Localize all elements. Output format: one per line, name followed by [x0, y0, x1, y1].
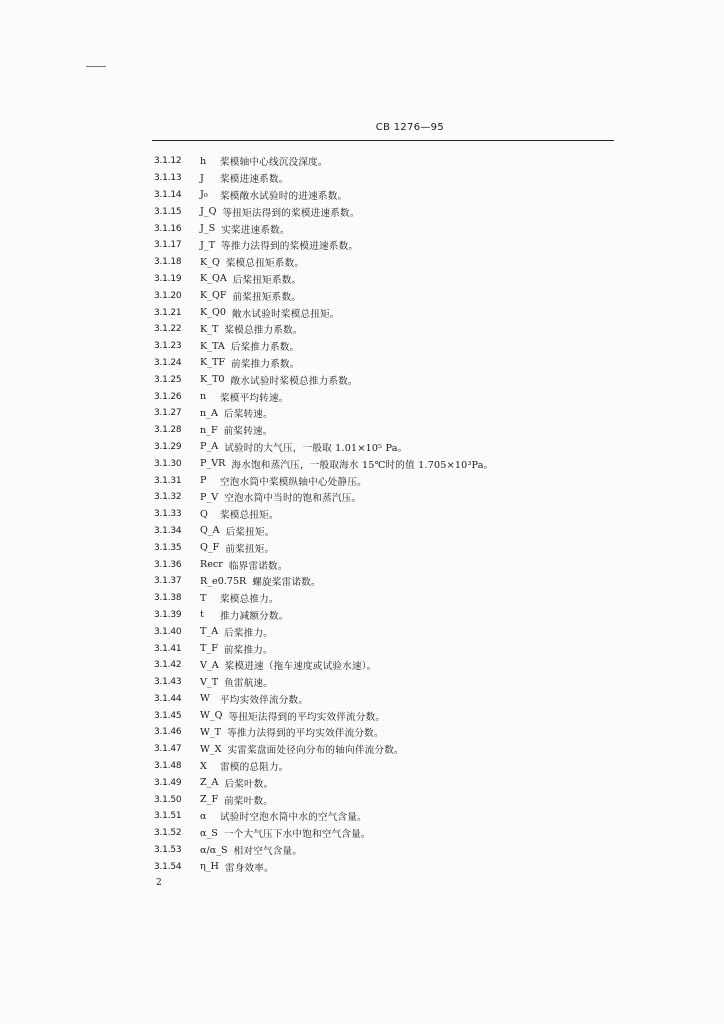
symbol-definition: 桨模总推力系数。: [224, 325, 303, 337]
symbol: X: [200, 760, 207, 772]
symbol-definition: 桨模平均转速。: [220, 392, 289, 404]
list-item: [154, 472, 594, 489]
clause-number: 3.1.12: [154, 156, 182, 167]
clause-number: 3.1.26: [154, 391, 182, 402]
list-item: [154, 657, 594, 674]
clause-number: 3.1.54: [154, 861, 182, 872]
list-item: [154, 237, 594, 254]
list-item: [154, 808, 594, 825]
list-item: [154, 405, 594, 422]
clause-number: 3.1.13: [154, 173, 182, 184]
symbol-definition: 雷模的总阻力。: [220, 762, 289, 774]
clause-number: 3.1.36: [154, 559, 182, 570]
list-item: [154, 523, 594, 540]
list-item: [154, 371, 594, 388]
symbol-definition: 桨模总扭矩。: [220, 510, 279, 522]
clause-number: 3.1.28: [154, 425, 182, 436]
symbol-definition: 前桨扭矩。: [225, 543, 275, 555]
symbol: K_TF: [200, 357, 226, 369]
symbol: W_T: [200, 726, 222, 738]
list-item: [154, 590, 594, 607]
symbol: Z_A: [200, 777, 219, 789]
symbol: Q_F: [200, 542, 220, 554]
clause-number: 3.1.17: [154, 240, 182, 251]
list-item: [154, 842, 594, 859]
symbol-definition: 空泡水筒中当时的饱和蒸汽压。: [224, 493, 362, 505]
symbol: α_S: [200, 827, 218, 839]
list-item: [154, 758, 594, 775]
clause-number: 3.1.47: [154, 744, 182, 755]
list-item: [154, 623, 594, 640]
symbol-definition: 后桨推力系数。: [230, 342, 300, 354]
symbol: Recr: [200, 559, 223, 571]
clause-number: 3.1.40: [154, 626, 182, 637]
clause-number: 3.1.42: [154, 660, 182, 671]
clause-number: 3.1.53: [154, 845, 182, 856]
symbol-definition: 敞水试验时桨模总推力系数。: [230, 375, 358, 387]
symbol: K_Q: [200, 256, 220, 268]
list-item: [154, 455, 594, 472]
list-item: [154, 271, 594, 288]
symbol-definition: 桨模敞水试验时的进速系数。: [220, 190, 348, 202]
symbol: J_S: [200, 223, 216, 235]
symbol-definition: 一个大气压下水中饱和空气含量。: [223, 829, 371, 841]
clause-number: 3.1.15: [154, 206, 182, 217]
symbol-definition: 前桨扭矩系数。: [232, 291, 302, 303]
symbol: T_F: [200, 643, 218, 654]
clause-number: 3.1.41: [154, 643, 182, 654]
symbol: K_QA: [200, 273, 227, 285]
list-item: [154, 203, 594, 220]
clause-number: 3.1.18: [154, 257, 182, 268]
list-item: [154, 439, 594, 456]
symbol-definition: 桨模进速（拖车速度或试验水速）。: [224, 661, 377, 673]
list-item: [154, 674, 594, 691]
symbol-definition: 空泡水筒中桨模纵轴中心处静压。: [220, 476, 367, 488]
list-item: [154, 539, 594, 556]
symbol: P_A: [200, 441, 219, 453]
symbol-definition: 后桨扭矩。: [225, 526, 275, 538]
clause-number: 3.1.33: [154, 509, 182, 520]
symbol-definition: 实雷桨盘面处径向分布的轴向伴流分数。: [227, 745, 404, 757]
symbol: P: [200, 475, 207, 487]
clause-number: 3.1.20: [154, 290, 182, 301]
symbol: η_H: [200, 861, 219, 873]
symbol: K_Q0: [200, 307, 226, 319]
symbol-definition: 试验时的大气压，一般取 1.01×10⁵ Pa。: [224, 442, 408, 454]
symbol: Z_F: [200, 794, 219, 806]
clause-number: 3.1.30: [154, 458, 182, 469]
symbol: V_A: [200, 659, 219, 671]
header-rule: [152, 140, 614, 141]
symbol-definition: 等扭矩法得到的平均实效伴流分数。: [228, 711, 386, 723]
symbol: T: [200, 592, 207, 604]
symbol: α/α_S: [200, 844, 228, 856]
list-item: [154, 338, 594, 355]
clause-number: 3.1.16: [154, 223, 182, 234]
symbol: K_TA: [200, 340, 225, 352]
symbol-definition: 前桨转速。: [223, 426, 273, 438]
clause-number: 3.1.24: [154, 357, 182, 368]
list-item: [154, 220, 594, 237]
symbol: W_Q: [200, 710, 223, 722]
clause-number: 3.1.50: [154, 794, 182, 805]
symbol-definition: 相对空气含量。: [233, 846, 303, 858]
list-item: [154, 774, 594, 791]
symbol-definition: 桨模进速系数。: [220, 174, 289, 186]
clause-number: 3.1.43: [154, 677, 182, 688]
clause-number: 3.1.44: [154, 693, 182, 704]
symbol: h: [200, 155, 207, 167]
symbol: K_T: [200, 323, 219, 335]
list-item: [154, 506, 594, 523]
symbol-definition: 后桨叶数。: [224, 778, 274, 790]
list-item: [154, 691, 594, 708]
symbol-definition: 后桨扭矩系数。: [232, 274, 302, 286]
clause-number: 3.1.46: [154, 727, 182, 738]
list-item: [154, 355, 594, 372]
symbol-definition: 等推力法得到的桨模进速系数。: [221, 241, 359, 253]
list-item: [154, 556, 594, 573]
list-item: [154, 388, 594, 405]
symbol-definition: 前桨推力系数。: [231, 358, 300, 370]
clause-number: 3.1.52: [154, 828, 182, 839]
list-item: [154, 254, 594, 271]
symbol: Q_A: [200, 525, 220, 537]
symbol-definition: 等扭矩法得到的桨模进速系数。: [222, 207, 360, 219]
clause-number: 3.1.31: [154, 475, 182, 486]
list-item: [154, 187, 594, 204]
list-item: [154, 287, 594, 304]
list-item: [154, 858, 594, 875]
list-item: [154, 707, 594, 724]
symbol: t: [200, 609, 204, 621]
clause-number: 3.1.37: [154, 576, 182, 587]
clause-number: 3.1.45: [154, 710, 182, 721]
symbol: P_V: [200, 491, 219, 503]
clause-number: 3.1.39: [154, 609, 182, 620]
standard-code: CB 1276—95: [375, 122, 444, 133]
list-item: [154, 741, 594, 758]
clause-number: 3.1.48: [154, 761, 182, 772]
symbol: J₀: [200, 189, 208, 201]
symbol-definition: 螺旋桨雷诺数。: [252, 577, 321, 589]
symbol-definition: 等推力法得到的平均实效伴流分数。: [227, 728, 384, 740]
symbol: Q: [200, 508, 208, 520]
symbol: W_X: [200, 743, 222, 755]
symbol-definition: 鱼雷航速。: [224, 678, 274, 690]
symbol: J: [200, 172, 204, 184]
symbol-definition: 前桨推力。: [223, 644, 273, 656]
clause-number: 3.1.22: [154, 324, 182, 335]
symbol-definition: 实桨进速系数。: [221, 224, 290, 236]
symbol-list: [154, 153, 594, 875]
symbol-definition: 后桨转速。: [223, 409, 273, 421]
clause-number: 3.1.34: [154, 525, 182, 536]
list-item: [154, 304, 594, 321]
symbol: K_QF: [200, 290, 227, 302]
symbol: n: [200, 391, 207, 403]
symbol: J_Q: [200, 206, 217, 218]
clause-number: 3.1.19: [154, 273, 182, 284]
scan-corner-mark: [86, 66, 106, 67]
list-item: [154, 724, 594, 741]
symbol-definition: 平均实效伴流分数。: [220, 694, 309, 706]
symbol: T_A: [200, 626, 219, 638]
clause-number: 3.1.29: [154, 441, 182, 452]
symbol-definition: 推力减额分数。: [220, 610, 289, 622]
symbol-definition: 雷身效率。: [224, 862, 274, 874]
list-item: [154, 607, 594, 624]
symbol: W: [200, 693, 210, 705]
symbol-definition: 桨模轴中心线沉没深度。: [220, 157, 328, 169]
symbol: K_T0: [200, 374, 225, 386]
symbol-definition: 海水饱和蒸汽压，一般取海水 15℃时的值 1.705×10³Pa。: [231, 459, 494, 471]
symbol-definition: 后桨推力。: [224, 627, 274, 639]
clause-number: 3.1.23: [154, 341, 182, 352]
symbol-definition: 前桨叶数。: [224, 795, 274, 807]
list-item: [154, 422, 594, 439]
symbol: V_T: [200, 676, 219, 688]
list-item: [154, 170, 594, 187]
page-number: 2: [156, 878, 162, 888]
symbol: n_A: [200, 407, 218, 419]
symbol: J_T: [200, 239, 216, 251]
list-item: [154, 791, 594, 808]
clause-number: 3.1.21: [154, 307, 182, 318]
symbol-definition: 临界雷诺数。: [228, 560, 288, 572]
list-item: [154, 640, 594, 657]
list-item: [154, 153, 594, 170]
symbol: n_F: [200, 424, 218, 436]
clause-number: 3.1.32: [154, 492, 182, 503]
list-item: [154, 573, 594, 590]
symbol: P_VR: [200, 458, 226, 470]
list-item: [154, 489, 594, 506]
list-item: [154, 321, 594, 338]
clause-number: 3.1.27: [154, 408, 182, 419]
symbol: R_e0.75R: [200, 575, 247, 587]
clause-number: 3.1.51: [154, 811, 182, 822]
clause-number: 3.1.14: [154, 189, 182, 200]
symbol: α: [200, 810, 207, 822]
symbol-definition: 试验时空泡水筒中水的空气含量。: [220, 812, 367, 824]
clause-number: 3.1.49: [154, 777, 182, 788]
clause-number: 3.1.35: [154, 542, 182, 553]
clause-number: 3.1.25: [154, 374, 182, 385]
symbol-definition: 桨模总推力。: [220, 594, 279, 606]
list-item: [154, 825, 594, 842]
clause-number: 3.1.38: [154, 593, 182, 604]
symbol-definition: 桨模总扭矩系数。: [225, 258, 305, 270]
symbol-definition: 敞水试验时桨模总扭矩。: [231, 308, 340, 320]
